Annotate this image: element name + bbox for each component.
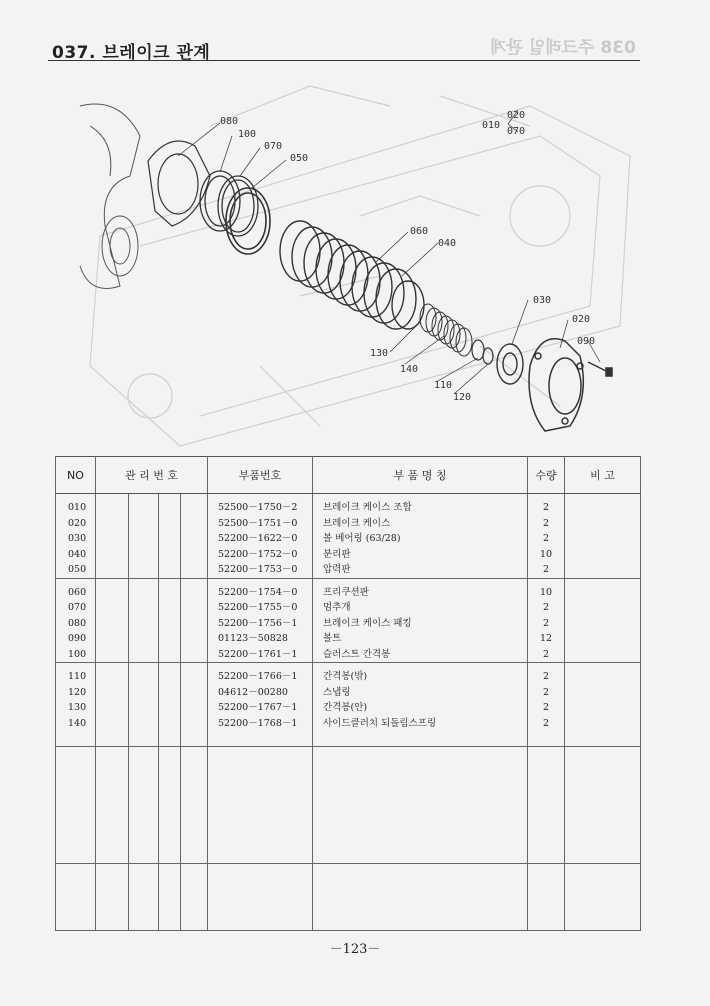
cell-mgmt-3: [159, 578, 181, 663]
cell-qty: [528, 578, 565, 663]
header-management-no: 관 리 번 호: [96, 457, 208, 494]
cell-qty-value: 2: [542, 602, 550, 613]
cell-part-no: [208, 494, 313, 579]
table-row-group: [56, 747, 641, 864]
callout-020-top: 020: [507, 110, 526, 121]
cell-qty: [528, 494, 565, 579]
cell-part-no: [208, 663, 313, 747]
spacer-110: [472, 340, 484, 360]
cell-no: [56, 663, 96, 747]
cell-part-no-value: 52200－1622－0: [218, 533, 298, 544]
cell-no-value: 110: [68, 671, 87, 682]
cell-remarks: [565, 578, 641, 663]
cell-no-value: 040: [68, 548, 87, 560]
cell-part-no-value: 52200－1755－0: [218, 602, 298, 613]
cell-part-name-value: 압력판: [323, 564, 351, 575]
cell-no-value: 120: [68, 686, 87, 698]
cell-no-value: 140: [68, 717, 87, 729]
cell-mgmt-2: [129, 747, 159, 864]
cell-mgmt-1: [96, 578, 129, 663]
cell-qty-value: 2: [542, 617, 550, 629]
cell-remarks: [565, 747, 641, 864]
cell-no-value: 070: [68, 602, 87, 613]
cell-no-value: 030: [68, 533, 87, 544]
cell-qty: [528, 747, 565, 864]
cell-no: [56, 864, 96, 931]
cell-part-name-value: 브레이크 케이스 조합: [323, 502, 412, 513]
header-part-no: 부품번호: [208, 457, 313, 494]
cell-part-no-value: 52200－1767－1: [218, 702, 298, 713]
cell-mgmt-1: [96, 864, 129, 931]
cell-qty-value: 12: [539, 633, 553, 644]
callout-040: 040: [438, 238, 457, 249]
cell-part-name-value: 간격봉(안): [323, 702, 368, 713]
cell-mgmt-2: [129, 864, 159, 931]
cell-part-no: [208, 578, 313, 663]
cell-part-no-value: 01123－50828: [218, 633, 288, 644]
cell-part-no-value: 52200－1753－0: [218, 564, 298, 575]
callout-120: 120: [453, 392, 472, 403]
cell-part-name: [313, 663, 528, 747]
cell-qty-value: 2: [542, 517, 550, 529]
callout-100: 100: [238, 129, 257, 140]
cell-qty-value: 10: [539, 586, 553, 598]
parts-table: [55, 456, 641, 931]
cell-no: [56, 578, 96, 663]
cell-mgmt-2: [129, 494, 159, 579]
cell-mgmt-1: [96, 747, 129, 864]
return-spring-140: [420, 304, 472, 356]
callout-130: 130: [370, 348, 389, 359]
cell-part-name-value: 볼 베어링 (63/28): [323, 533, 401, 544]
cell-part-name-value: 분리판: [323, 548, 351, 560]
cell-qty: [528, 663, 565, 747]
cell-remarks: [565, 663, 641, 747]
cell-qty-value: 2: [542, 717, 550, 729]
cell-part-name-value: 간격봉(밖): [323, 671, 368, 682]
cell-no-value: 020: [68, 517, 87, 529]
cell-no-value: 080: [68, 617, 87, 629]
cell-part-no-value: 52200－1761－1: [218, 648, 298, 660]
cell-mgmt-4: [181, 494, 208, 579]
cell-part-name-value: 프리쿠션판: [323, 586, 369, 598]
cell-part-name-value: 멈추개: [323, 602, 351, 613]
bleed-through-title: 038 주크레일 관계: [490, 38, 636, 58]
cell-qty-value: 2: [542, 533, 550, 544]
callout-140: 140: [400, 364, 419, 375]
cell-mgmt-3: [159, 747, 181, 864]
cell-qty: [528, 864, 565, 931]
cell-qty-value: 10: [539, 548, 553, 560]
cell-mgmt-3: [159, 494, 181, 579]
cell-remarks: [565, 864, 641, 931]
cell-qty-value: 2: [542, 702, 550, 713]
cell-part-no: [208, 747, 313, 864]
cell-part-name-value: 스냅링: [323, 686, 351, 698]
cell-no-value: 090: [68, 633, 87, 644]
page-title: 037. 브레이크 관계: [52, 43, 211, 63]
cell-part-name-value: 슬러스트 간격봉: [323, 648, 391, 660]
cell-part-no-value: 52200－1768－1: [218, 717, 298, 729]
table-row-group: [56, 494, 641, 579]
brake-case-020: [529, 339, 583, 431]
callout-030: 030: [533, 295, 552, 306]
cell-no-value: 050: [68, 564, 87, 575]
cell-part-no-value: 04612－00280: [218, 686, 288, 698]
cell-qty-value: 2: [542, 564, 550, 575]
header-qty: 수량: [528, 457, 565, 494]
cell-part-name: [313, 747, 528, 864]
callout-080: 080: [220, 116, 239, 127]
cell-mgmt-3: [159, 864, 181, 931]
cell-no: [56, 747, 96, 864]
cell-mgmt-3: [159, 663, 181, 747]
cell-part-no-value: 52500－1750－2: [218, 502, 298, 513]
cell-part-name-value: 브레이크 케이스 패킹: [323, 617, 412, 629]
cell-part-no-value: 52200－1752－0: [218, 548, 298, 560]
page-number: －123－: [329, 942, 381, 957]
header-remarks: 비 고: [565, 457, 641, 494]
brake-exploded-diagram: [60, 66, 640, 456]
callout-070: 070: [264, 141, 283, 152]
callout-050: 050: [290, 153, 309, 164]
table-row-group: [56, 864, 641, 931]
bearing-030: [497, 344, 523, 384]
transmission-housing: [80, 104, 140, 289]
cell-part-no: [208, 864, 313, 931]
cell-part-no-value: 52200－1756－1: [218, 617, 298, 629]
packing-080: [148, 141, 210, 226]
cell-part-name: [313, 578, 528, 663]
cell-no-value: 060: [68, 586, 87, 598]
cell-mgmt-4: [181, 747, 208, 864]
cell-no-value: 130: [68, 702, 87, 713]
cell-part-no-value: 52200－1766－1: [218, 671, 298, 682]
cell-mgmt-4: [181, 864, 208, 931]
cell-part-name-value: 볼트: [323, 633, 342, 644]
cell-remarks: [565, 494, 641, 579]
cell-part-name: [313, 864, 528, 931]
callout-020: 020: [572, 314, 591, 325]
cell-qty-value: 2: [542, 502, 550, 513]
cell-qty-value: 2: [542, 648, 550, 660]
callout-110: 110: [434, 380, 453, 391]
cell-qty-value: 2: [542, 671, 550, 682]
cell-mgmt-2: [129, 578, 159, 663]
callout-090: 090: [577, 336, 596, 347]
table-row-group: [56, 578, 641, 663]
cell-no: [56, 494, 96, 579]
cell-part-name-value: 사이드클러치 되돌림스프링: [323, 717, 437, 729]
cell-no-value: 010: [68, 502, 87, 513]
callout-010: 010: [482, 120, 501, 131]
cell-part-no-value: 52500－1751－0: [218, 517, 298, 529]
stopper-070: [218, 176, 258, 236]
callout-060: 060: [410, 226, 429, 237]
table-row-group: [56, 663, 641, 747]
bolt-090: [588, 362, 612, 376]
cell-part-no-value: 52200－1754－0: [218, 586, 298, 598]
cell-mgmt-1: [96, 494, 129, 579]
table-header-row: [56, 457, 641, 494]
cell-mgmt-1: [96, 663, 129, 747]
cell-qty-value: 2: [542, 686, 550, 698]
cell-mgmt-2: [129, 663, 159, 747]
callout-070-top: 070: [507, 126, 526, 137]
cell-part-name: [313, 494, 528, 579]
header-part-name: 부 품 명 칭: [313, 457, 528, 494]
header-no: NO: [56, 457, 96, 494]
title-rule: [48, 60, 640, 61]
spacer-100: [200, 171, 240, 231]
cell-no-value: 100: [68, 648, 87, 660]
cell-part-name-value: 브레이크 케이스: [323, 517, 391, 529]
cell-mgmt-4: [181, 578, 208, 663]
cell-mgmt-4: [181, 663, 208, 747]
